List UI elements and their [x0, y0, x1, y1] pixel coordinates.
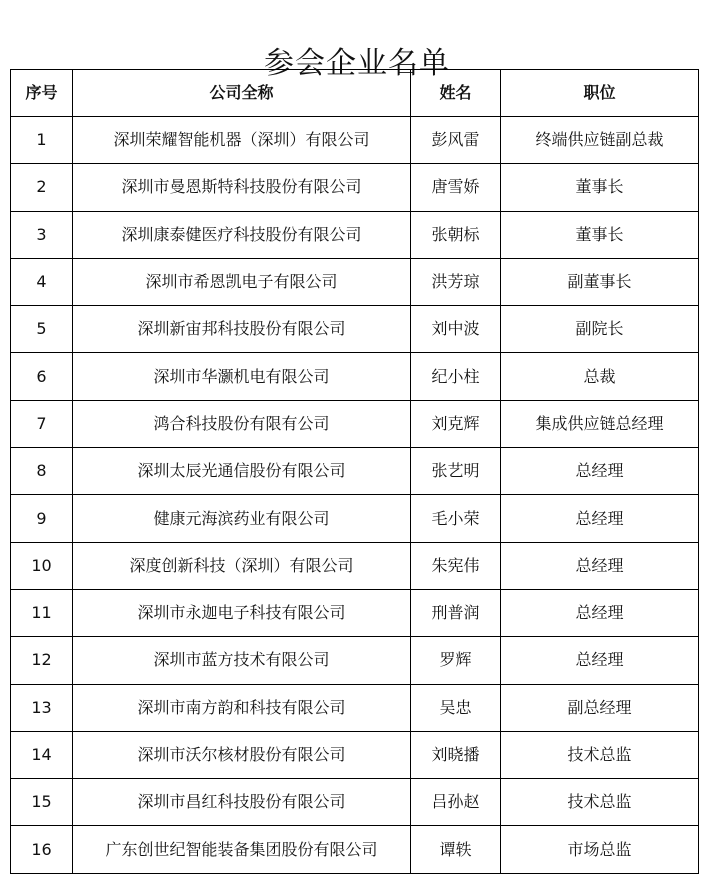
position-cell: 市场总监: [501, 826, 699, 873]
row-index-cell: 4: [11, 258, 73, 305]
page-title: 参会企业名单: [264, 46, 450, 82]
person-name-cell: 罗辉: [411, 637, 501, 684]
row-index-cell: 9: [11, 495, 73, 542]
company-name-cell: 深圳太辰光通信股份有限公司: [73, 448, 411, 495]
header-index: 序号: [11, 70, 73, 117]
position-cell: 技术总监: [501, 731, 699, 778]
attendee-table: [10, 69, 699, 874]
table-row: [11, 731, 699, 778]
position-cell: 总裁: [501, 353, 699, 400]
position-cell: 总经理: [501, 495, 699, 542]
table-row: [11, 258, 699, 305]
person-name-cell: 唐雪娇: [411, 164, 501, 211]
company-name-cell: 深圳市永迦电子科技有限公司: [73, 589, 411, 636]
position-cell: 副董事长: [501, 258, 699, 305]
row-index-cell: 3: [11, 211, 73, 258]
company-name-cell: 深圳市华灏机电有限公司: [73, 353, 411, 400]
row-index-cell: 1: [11, 117, 73, 164]
person-name-cell: 彭风雷: [411, 117, 501, 164]
table-row: [11, 542, 699, 589]
position-cell: 董事长: [501, 164, 699, 211]
row-index-cell: 6: [11, 353, 73, 400]
company-name-cell: 深圳荣耀智能机器（深圳）有限公司: [73, 117, 411, 164]
company-name-cell: 鸿合科技股份有限有公司: [73, 400, 411, 447]
table-header-row: [11, 70, 699, 117]
person-name-cell: 谭轶: [411, 826, 501, 873]
table-row: [11, 164, 699, 211]
position-cell: 副总经理: [501, 684, 699, 731]
person-name-cell: 毛小荣: [411, 495, 501, 542]
row-index-cell: 11: [11, 589, 73, 636]
header-company: 公司全称: [73, 70, 411, 117]
position-cell: 总经理: [501, 542, 699, 589]
company-name-cell: 深圳市曼恩斯特科技股份有限公司: [73, 164, 411, 211]
company-name-cell: 深圳市希恩凯电子有限公司: [73, 258, 411, 305]
position-cell: 总经理: [501, 637, 699, 684]
person-name-cell: 吴忠: [411, 684, 501, 731]
table-row: [11, 779, 699, 826]
position-cell: 集成供应链总经理: [501, 400, 699, 447]
position-cell: 副院长: [501, 306, 699, 353]
company-name-cell: 广东创世纪智能装备集团股份有限公司: [73, 826, 411, 873]
person-name-cell: 张朝标: [411, 211, 501, 258]
position-cell: 总经理: [501, 448, 699, 495]
position-cell: 技术总监: [501, 779, 699, 826]
person-name-cell: 刘克辉: [411, 400, 501, 447]
company-name-cell: 深圳新宙邦科技股份有限公司: [73, 306, 411, 353]
table-body: [11, 117, 699, 874]
header-name: 姓名: [411, 70, 501, 117]
row-index-cell: 16: [11, 826, 73, 873]
position-cell: 总经理: [501, 589, 699, 636]
row-index-cell: 2: [11, 164, 73, 211]
table-row: [11, 117, 699, 164]
table-row: [11, 448, 699, 495]
row-index-cell: 8: [11, 448, 73, 495]
table-row: [11, 826, 699, 873]
company-name-cell: 深圳市蓝方技术有限公司: [73, 637, 411, 684]
row-index-cell: 7: [11, 400, 73, 447]
table-row: [11, 684, 699, 731]
row-index-cell: 15: [11, 779, 73, 826]
table-row: [11, 637, 699, 684]
table-row: [11, 589, 699, 636]
person-name-cell: 刘晓播: [411, 731, 501, 778]
person-name-cell: 张艺明: [411, 448, 501, 495]
table-row: [11, 495, 699, 542]
table-row: [11, 353, 699, 400]
person-name-cell: 刘中波: [411, 306, 501, 353]
table-row: [11, 400, 699, 447]
person-name-cell: 洪芳琼: [411, 258, 501, 305]
person-name-cell: 吕孙赵: [411, 779, 501, 826]
company-name-cell: 深圳市昌红科技股份有限公司: [73, 779, 411, 826]
row-index-cell: 5: [11, 306, 73, 353]
company-name-cell: 深圳康泰健医疗科技股份有限公司: [73, 211, 411, 258]
person-name-cell: 纪小柱: [411, 353, 501, 400]
position-cell: 董事长: [501, 211, 699, 258]
person-name-cell: 刑普润: [411, 589, 501, 636]
row-index-cell: 14: [11, 731, 73, 778]
row-index-cell: 12: [11, 637, 73, 684]
company-name-cell: 深圳市沃尔核材股份有限公司: [73, 731, 411, 778]
person-name-cell: 朱宪伟: [411, 542, 501, 589]
row-index-cell: 13: [11, 684, 73, 731]
company-name-cell: 深圳市南方韵和科技有限公司: [73, 684, 411, 731]
header-position: 职位: [501, 70, 699, 117]
company-name-cell: 深度创新科技（深圳）有限公司: [73, 542, 411, 589]
row-index-cell: 10: [11, 542, 73, 589]
table-row: [11, 306, 699, 353]
table-row: [11, 211, 699, 258]
company-name-cell: 健康元海滨药业有限公司: [73, 495, 411, 542]
position-cell: 终端供应链副总裁: [501, 117, 699, 164]
